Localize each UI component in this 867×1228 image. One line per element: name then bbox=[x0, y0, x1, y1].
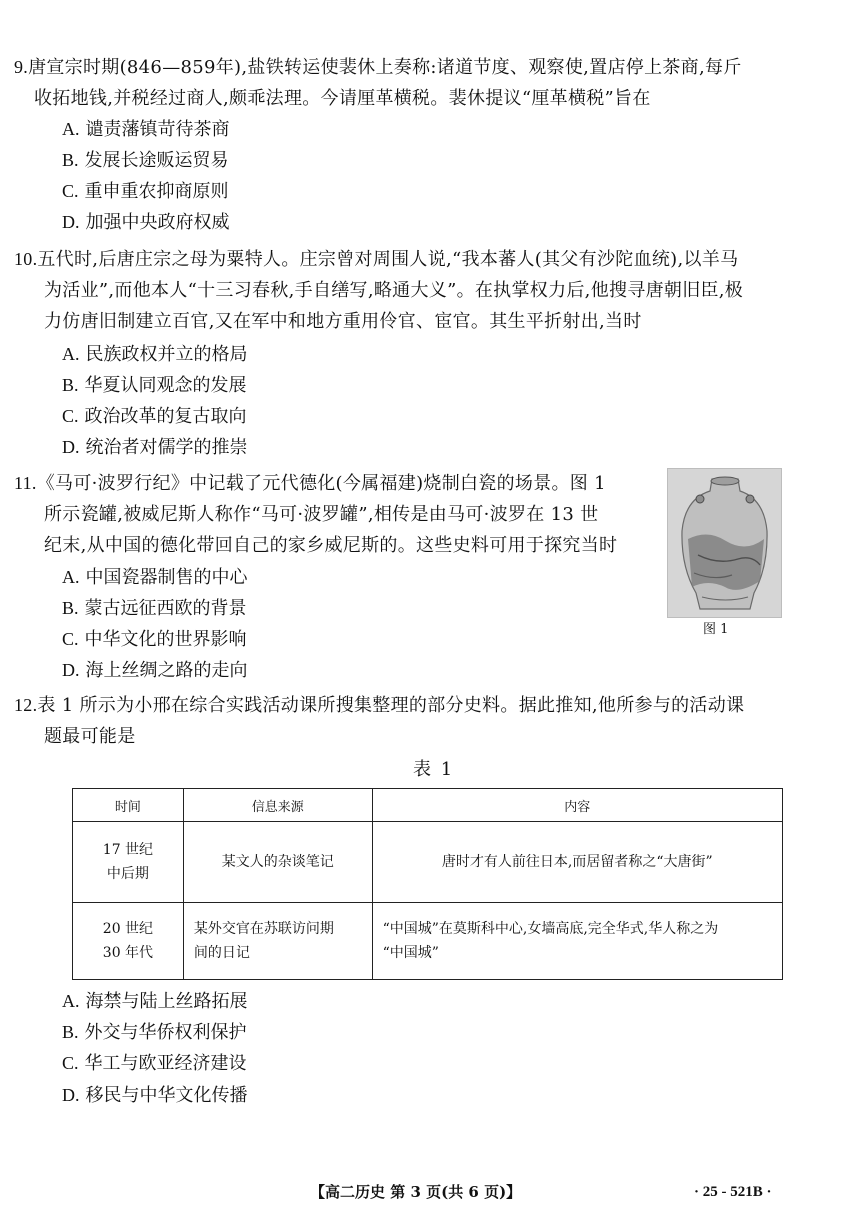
table-row bbox=[73, 822, 783, 903]
table-row bbox=[73, 903, 783, 980]
table-cell-time: 17 世纪 中后期 bbox=[73, 822, 184, 903]
table-cell-content: “中国城”在莫斯科中心,女墙高底,完全华式,华人称之为 “中国城” bbox=[372, 903, 782, 980]
question-10-option-d: D. 统治者对儒学的推崇 bbox=[62, 437, 248, 458]
question-11-number: 11. bbox=[14, 473, 37, 493]
porcelain-jar-image bbox=[667, 468, 782, 618]
question-11-line-1: 11.《马可·波罗行纪》中记载了元代德化(今属福建)烧制白瓷的场景。图 1 bbox=[14, 473, 606, 494]
table-cell-source: 某文人的杂谈笔记 bbox=[183, 822, 372, 903]
question-11-line-2: 所示瓷罐,被威尼斯人称作“马可·波罗罐”,相传是由马可·波罗在 13 世 bbox=[44, 504, 599, 525]
question-9-line-1: 9.唐宣宗时期(846—859年),盐铁转运使裴休上奏称:诸道节度、观察使,置店停上茶商,每斤 bbox=[14, 57, 742, 78]
question-12-number: 12. bbox=[14, 695, 38, 715]
question-11-option-a: A. 中国瓷器制售的中心 bbox=[62, 567, 248, 588]
question-10-number: 10. bbox=[14, 249, 38, 269]
question-9-option-c: C. 重申重农抑商原则 bbox=[62, 181, 229, 202]
question-10-option-a: A. 民族政权并立的格局 bbox=[62, 344, 248, 365]
table-cell-time: 20 世纪 30 年代 bbox=[73, 903, 184, 980]
question-9-line-2: 收拓地钱,并税经过商人,颇乖法理。今请厘革横税。裴休提议“厘革横税”旨在 bbox=[34, 88, 651, 109]
question-10-option-b: B. 华夏认同观念的发展 bbox=[62, 375, 247, 396]
question-9-number: 9. bbox=[14, 57, 29, 77]
question-12-option-a: A. 海禁与陆上丝路拓展 bbox=[62, 991, 248, 1012]
porcelain-jar-illustration bbox=[668, 469, 781, 617]
question-9 bbox=[14, 52, 784, 114]
question-9-option-d: D. 加强中央政府权威 bbox=[62, 212, 230, 233]
paper-code: · 25 - 521B · bbox=[694, 1184, 772, 1200]
question-10-line-3: 力仿唐旧制建立百官,又在军中和地方重用伶官、宦官。其生平折射出,当时 bbox=[44, 311, 642, 332]
table-title: 表 1 bbox=[413, 759, 455, 780]
table-cell-content: 唐时才有人前往日本,而居留者称之“大唐街” bbox=[372, 822, 782, 903]
question-11-option-c: C. 中华文化的世界影响 bbox=[62, 629, 247, 650]
table-header-time: 时间 bbox=[73, 789, 184, 822]
figure-caption: 图 1 bbox=[703, 622, 729, 637]
question-11-line-3: 纪末,从中国的德化带回自己的家乡威尼斯的。这些史料可用于探究当时 bbox=[44, 535, 618, 556]
table-cell-source: 某外交官在苏联访问期 间的日记 bbox=[183, 903, 372, 980]
question-10-line-1: 10.五代时,后唐庄宗之母为粟特人。庄宗曾对周围人说,“我本蕃人(其父有沙陀血统),以羊马 bbox=[14, 249, 739, 270]
question-11-option-d: D. 海上丝绸之路的走向 bbox=[62, 660, 248, 681]
question-12-line-1: 12.表 1 所示为小邢在综合实践活动课所搜集整理的部分史料。据此推知,他所参与的活动课 bbox=[14, 695, 745, 716]
question-12-line-2: 题最可能是 bbox=[44, 726, 136, 747]
table-header-content: 内容 bbox=[372, 789, 782, 822]
table-header-row bbox=[73, 789, 783, 822]
question-11-option-b: B. 蒙古远征西欧的背景 bbox=[62, 598, 247, 619]
question-11 bbox=[14, 468, 654, 561]
table-header-source: 信息来源 bbox=[183, 789, 372, 822]
source-table bbox=[72, 788, 783, 980]
question-9-option-a: A. 谴责藩镇苛待茶商 bbox=[62, 119, 230, 140]
question-12-option-d: D. 移民与中华文化传播 bbox=[62, 1085, 248, 1106]
question-12-option-b: B. 外交与华侨权利保护 bbox=[62, 1022, 247, 1043]
question-10-line-2: 为活业”,而他本人“十三习春秋,手自缮写,略通大义”。在执掌权力后,他搜寻唐朝旧臣,极 bbox=[44, 280, 744, 301]
page-footer-info: 【高二历史 第 3 页(共 6 页)】 bbox=[310, 1183, 522, 1201]
question-12 bbox=[14, 690, 784, 752]
question-9-option-b: B. 发展长途贩运贸易 bbox=[62, 150, 229, 171]
question-10 bbox=[14, 244, 784, 337]
question-12-option-c: C. 华工与欧亚经济建设 bbox=[62, 1053, 247, 1074]
question-10-option-c: C. 政治改革的复古取向 bbox=[62, 406, 247, 427]
